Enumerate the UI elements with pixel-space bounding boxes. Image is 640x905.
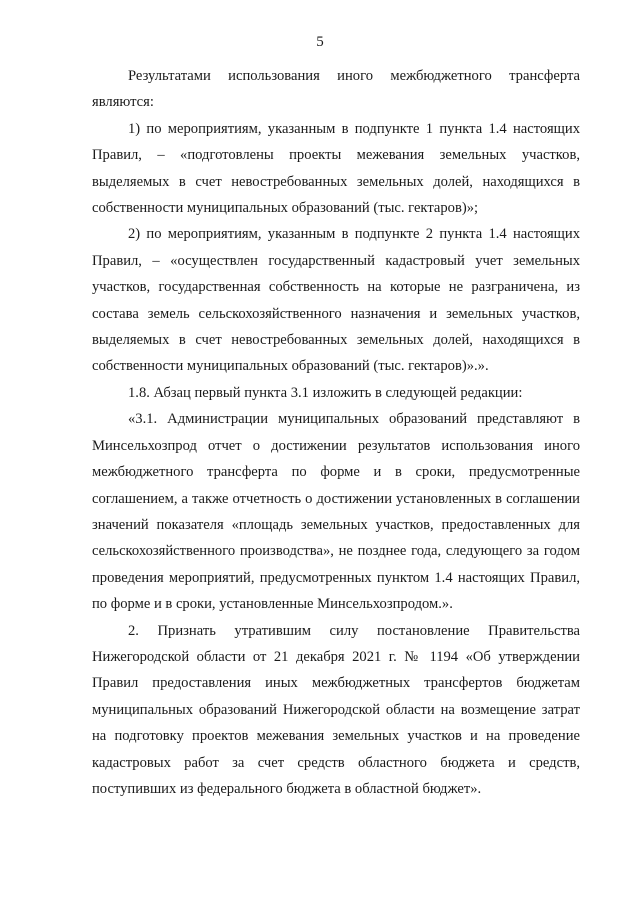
paragraph-3-1: «3.1. Администрации муниципальных образований представляют в Минсельхозпрод отчет о достижении результатов использования иного межбюджетного трансферта по форме и в сроки, предусмотренные соглашением, а также отчетность о достижении установленных в соглашении значений показателя «площадь земельных участков, предоставленных для сельскохозяйственного производства», не позднее года, следующего за годом проведения мероприятий, предусмотренных пунктом 1.4 настоящих Правил, по форме и в сроки, установленные Минсельхозпродом.».: [92, 411, 580, 613]
paragraph-1-8: 1.8. Абзац первый пункта 3.1 изложить в следующей редакции:: [128, 384, 523, 401]
document-body: [92, 63, 580, 802]
paragraph-2-repeal: 2. Признать утратившим силу постановление Правительства Нижегородской области от 21 декабря 2021 г. № 1194 «Об утверждении Правил предоставления иных межбюджетных трансфертов бюджетам муниципальных образований Нижегородской области на возмещение затрат на подготовку проектов межевания земельных участков и на проведение кадастровых работ за счет средств областного бюджета и средств, поступивших из федерального бюджета в областной бюджет».: [92, 622, 580, 797]
paragraph-item-1: 1) по мероприятиям, указанным в подпункте 1 пункта 1.4 настоящих Правил, – «подготовлены проекты межевания земельных участков, выделяемых в счет невостребованных земельных долей, находящихся в собственности муниципальных образований (тыс. гектаров)»;: [92, 120, 580, 217]
paragraph-item-2: 2) по мероприятиям, указанным в подпункте 2 пункта 1.4 настоящих Правил, – «осуществлен государственный кадастровый учет земельных участков, государственная собственность на которые не разграничена, из состава земель сельскохозяйственного назначения и земельных участков, выделяемых в счет невостребованных земельных долей, находящихся в собственности муниципальных образований (тыс. гектаров)».».: [92, 226, 580, 375]
paragraph-results-intro: Результатами использования иного межбюджетного трансферта являются:: [92, 68, 580, 111]
page-number: 5: [316, 34, 324, 50]
